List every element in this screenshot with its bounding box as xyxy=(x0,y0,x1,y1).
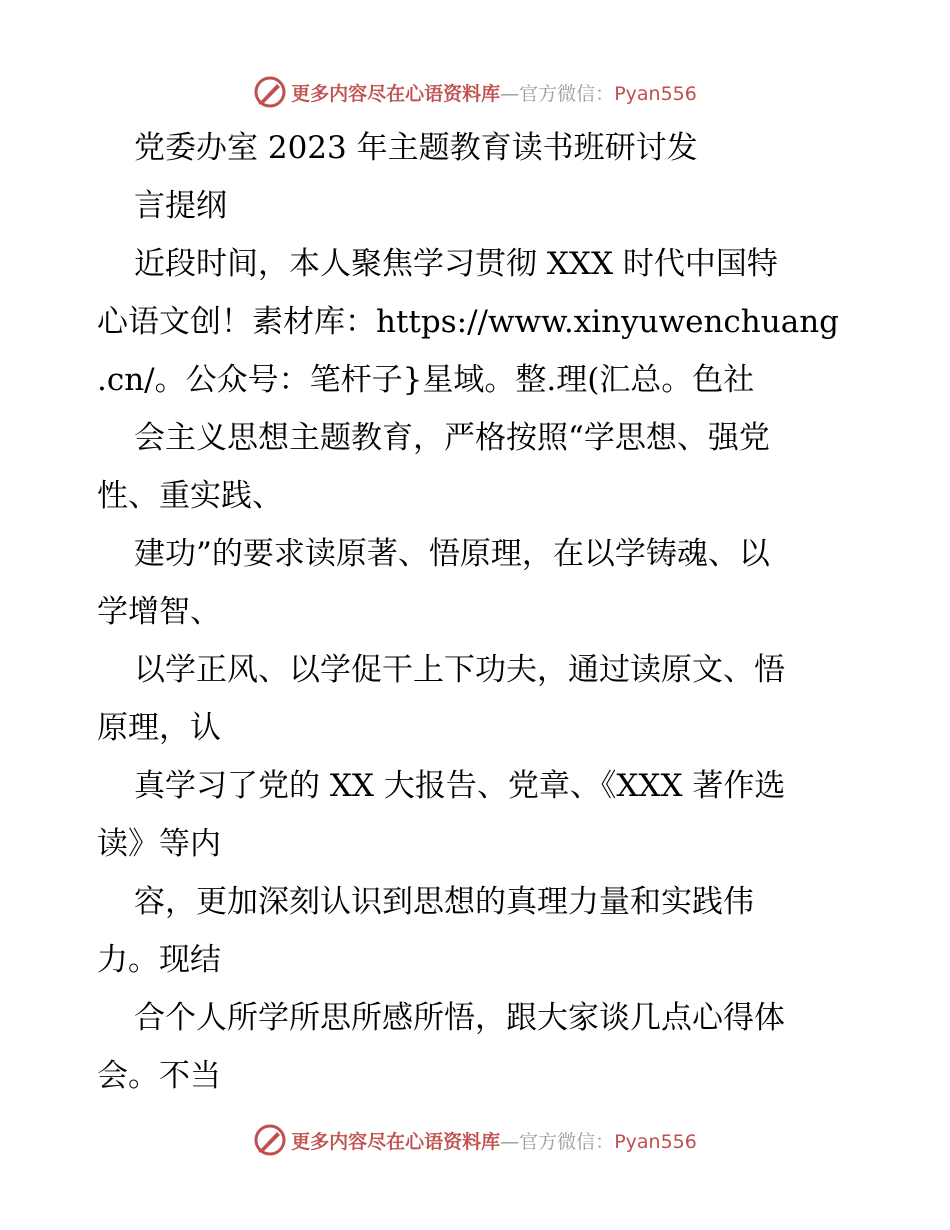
banner-text-wechat-label: —官方微信： xyxy=(500,82,615,105)
paragraph-line: 会。不当 xyxy=(97,1058,221,1094)
paragraph-line: 心语文创！素材库：https://www.xinyuwenchuang xyxy=(97,304,840,340)
paragraph-line: .cn/。公众号：笔杆子}星域。整.理(汇总。色社 xyxy=(97,362,755,398)
paragraph-line: 会主义思想主题教育，严格按照“学思想、强党 xyxy=(134,420,770,456)
paragraph-line: 性、重实践、 xyxy=(97,478,283,514)
paragraph-line: 合个人所学所思所感所悟，跟大家谈几点心得体 xyxy=(134,1000,785,1036)
quill-pen-logo-icon xyxy=(253,75,287,109)
paragraph-line: 学增智、 xyxy=(97,594,221,630)
paragraph-line: 容，更加深刻认识到思想的真理力量和实践伟 xyxy=(134,884,754,920)
paragraph-line: 以学正风、以学促干上下功夫，通过读原文、悟 xyxy=(134,652,785,688)
footer-watermark-banner xyxy=(0,1118,950,1162)
banner-text-wechat-id: Pyan556 xyxy=(614,1130,697,1153)
header-watermark-banner xyxy=(0,70,950,114)
banner-text-main: 更多内容尽在心语资料库 xyxy=(291,82,501,105)
banner-text-wechat-label: —官方微信： xyxy=(500,1130,615,1153)
paragraph-line: 真学习了党的 XX 大报告、党章、《XXX 著作选 xyxy=(134,768,786,804)
paragraph-line: 读》等内 xyxy=(97,826,221,862)
document-title-line-2: 言提纲 xyxy=(134,188,227,224)
quill-pen-logo-icon xyxy=(253,1123,287,1157)
banner-text-main: 更多内容尽在心语资料库 xyxy=(291,1130,501,1153)
document-title-line-1: 党委办室 2023 年主题教育读书班研讨发 xyxy=(134,130,698,166)
paragraph-line: 建功”的要求读原著、悟原理，在以学铸魂、以 xyxy=(134,536,770,572)
paragraph-line: 原理，认 xyxy=(97,710,221,746)
banner-text-wechat-id: Pyan556 xyxy=(614,82,697,105)
paragraph-line: 近段时间，本人聚焦学习贯彻 XXX 时代中国特 xyxy=(134,246,778,282)
paragraph-line: 力。现结 xyxy=(97,942,221,978)
